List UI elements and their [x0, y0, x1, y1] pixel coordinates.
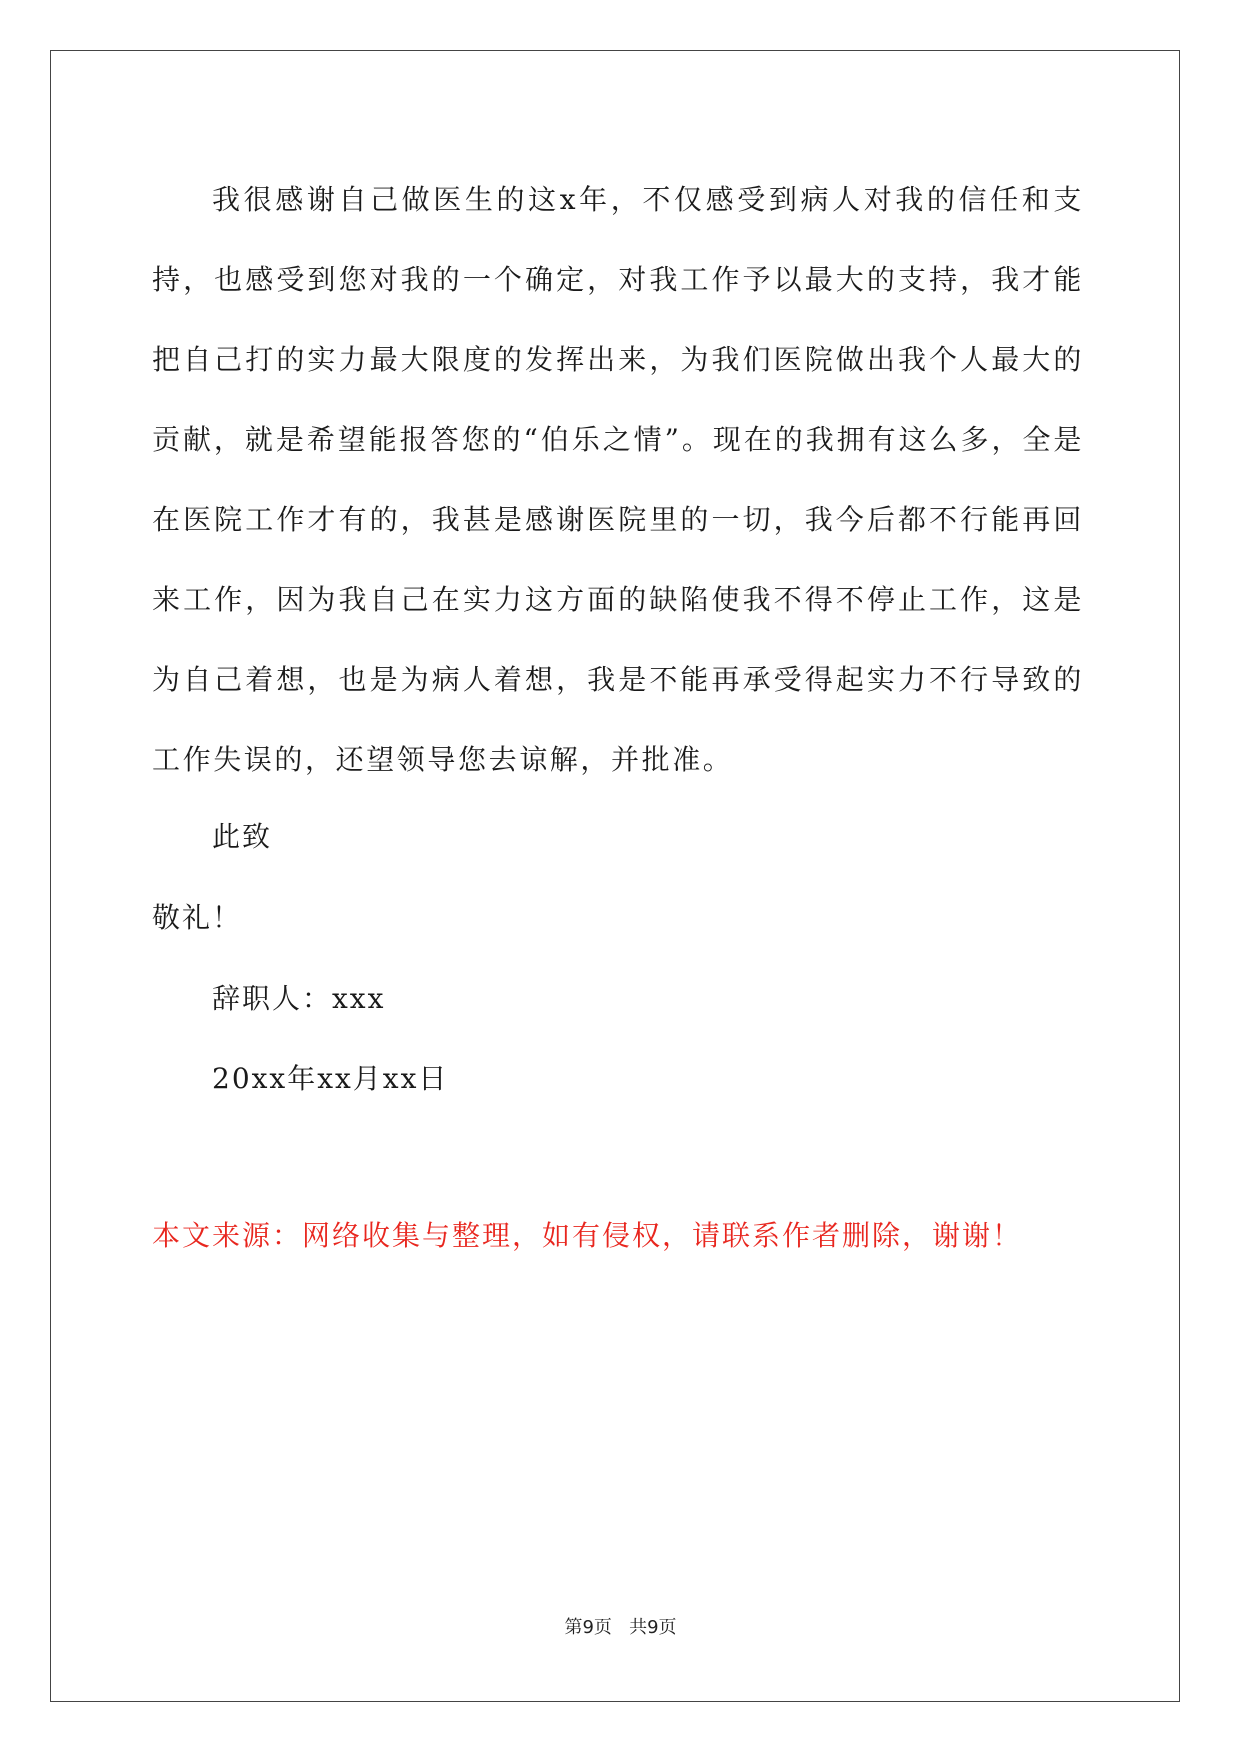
page-number-label: 第9页 共9页: [564, 1617, 677, 1638]
date-line: 20xx年xx月xx日: [212, 1062, 449, 1095]
signer-line: 辞职人：xxx: [212, 982, 386, 1015]
source-note: 本文来源：网络收集与整理，如有侵权，请联系作者删除，谢谢！: [152, 1219, 1023, 1252]
page-footer: [0, 1616, 1241, 1640]
body-paragraph: 我很感谢自己做医生的这x年，不仅感受到病人对我的信任和支持，也感受到您对我的一个确定，对我工作予以最大的支持，我才能把自己打的实力最大限度的发挥出来，为我们医院做出我个人最大的贡献，就是希望能报答您的“伯乐之情”。现在的我拥有这么多，全是在医院工作才有的，我甚是感谢医院里的一切，我今后都不行能再回来工作，因为我自己在实力这方面的缺陷使我不得不停止工作，这是为自己着想，也是为病人着想，我是不能再承受得起实力不行导致的工作失误的，还望领导您去谅解，并批准。: [152, 183, 1084, 776]
closing-line: 此致: [212, 820, 273, 853]
salute-line: 敬礼！: [152, 901, 243, 934]
